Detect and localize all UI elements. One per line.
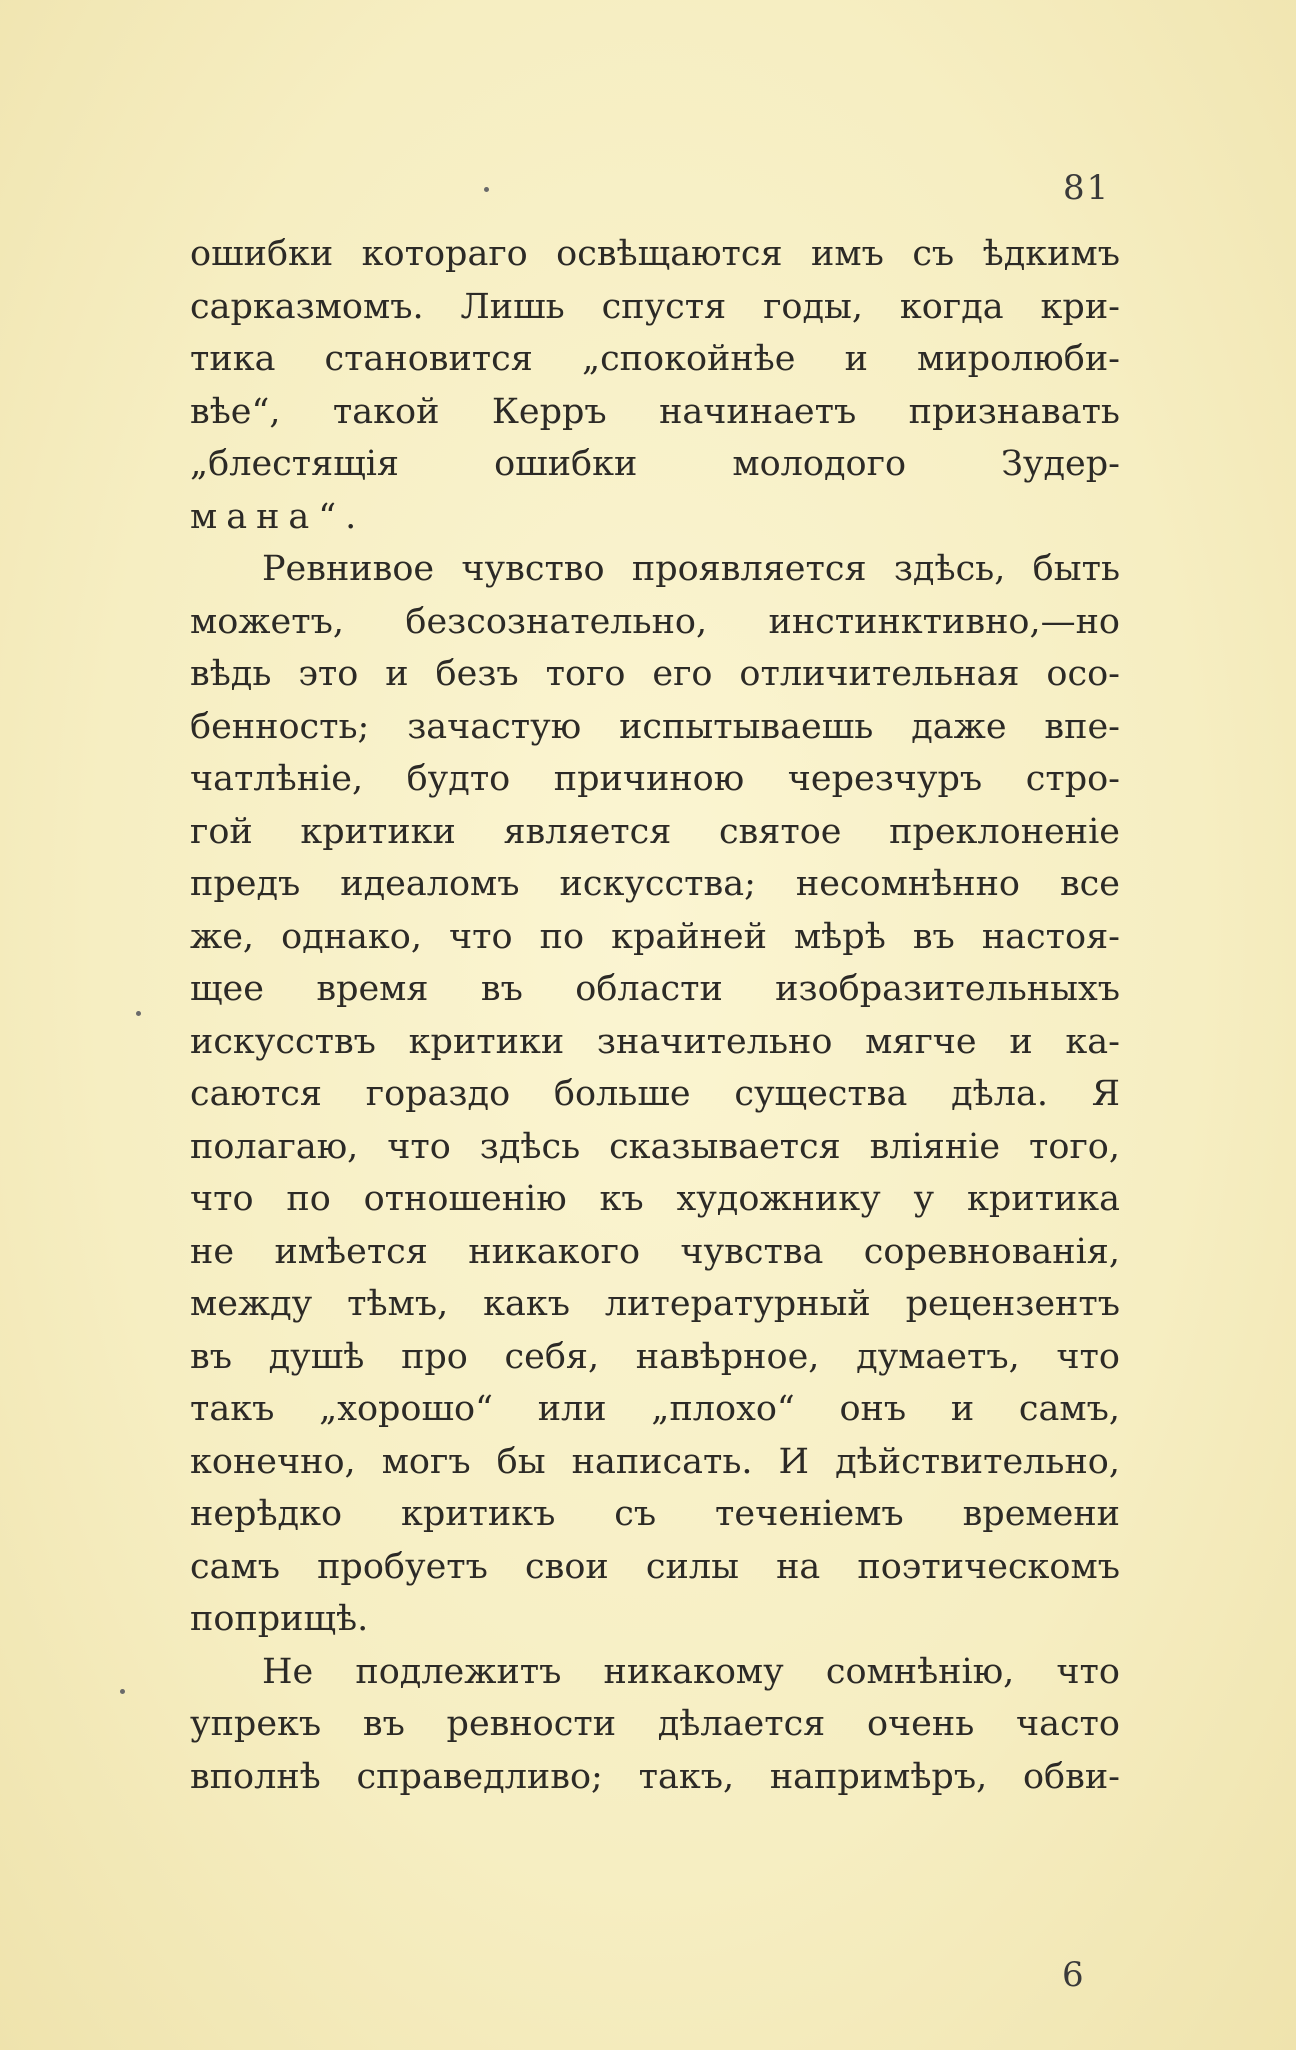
text-line: упрекъ въ ревности дѣлается очень часто <box>190 1704 1120 1744</box>
stray-dot-mark <box>136 1011 141 1016</box>
text-line: не имѣется никакого чувства соревнованія, <box>190 1231 1120 1272</box>
text-line: Не подлежитъ никакому сомнѣнію, что <box>262 1651 1120 1692</box>
text-line: ошибки котораго освѣщаются имъ съ ѣдкимъ <box>190 234 1120 274</box>
text-line: щее время въ области изобразительныхъ <box>190 969 1120 1009</box>
text-line: же, однако, что по крайней мѣрѣ въ настоя- <box>190 916 1120 957</box>
text-line: самъ пробуетъ свои силы на поэтическомъ <box>190 1546 1120 1587</box>
text-line: можетъ, безсознательно, инстинктивно,—но <box>190 601 1120 642</box>
paragraph-1 <box>190 228 1120 543</box>
paragraph-3 <box>190 1646 1120 1804</box>
text-line: вѣе“, такой Керръ начинаетъ признавать <box>190 391 1120 432</box>
text-line: „блестящія ошибки молодого Зудер- <box>190 444 1120 484</box>
body-text <box>190 228 1120 1803</box>
text-line: такъ „хорошо“ или „плохо“ онъ и самъ, <box>190 1389 1120 1429</box>
text-line: саются гораздо больше существа дѣла. Я <box>190 1074 1120 1114</box>
text-line: сарказмомъ. Лишь спустя годы, когда кри- <box>190 286 1120 327</box>
text-line: гой критики является святое преклоненіе <box>190 811 1120 852</box>
text-line: вполнѣ справедливо; такъ, напримѣръ, обви- <box>190 1756 1120 1797</box>
text-line: въ душѣ про себя, навѣрное, думаетъ, что <box>190 1336 1120 1377</box>
signature-mark: 6 <box>1062 1955 1084 1995</box>
text-line: вѣдь это и безъ того его отличительная осо- <box>190 654 1120 694</box>
paragraph-2 <box>190 543 1120 1646</box>
text-line: предъ идеаломъ искусства; несомнѣнно все <box>190 864 1120 904</box>
text-line: полагаю, что здѣсь сказывается вліяніе того, <box>190 1126 1120 1167</box>
stray-dot-mark <box>120 1689 125 1694</box>
text-line: искусствъ критики значительно мягче и ка- <box>190 1021 1120 1062</box>
text-line: мана“. <box>190 496 366 537</box>
text-line: конечно, могъ бы написать. И дѣйствительно, <box>190 1441 1120 1482</box>
text-line: что по отношенію къ художнику у критика <box>190 1179 1120 1219</box>
text-line: чатлѣніе, будто причиною черезчуръ стро- <box>190 759 1120 799</box>
text-line: между тѣмъ, какъ литературный рецензентъ <box>190 1284 1120 1324</box>
text-line: Ревнивое чувство проявляется здѣсь, быть <box>262 549 1120 589</box>
page-number: 81 <box>1063 168 1111 208</box>
stray-dot-mark <box>484 187 489 192</box>
text-line: бенность; зачастую испытываешь даже впе- <box>190 706 1120 747</box>
text-line: тика становится „спокойнѣе и миролюби- <box>190 339 1120 379</box>
text-line: поприщѣ. <box>190 1599 369 1639</box>
text-line: нерѣдко критикъ съ теченіемъ времени <box>190 1494 1120 1534</box>
